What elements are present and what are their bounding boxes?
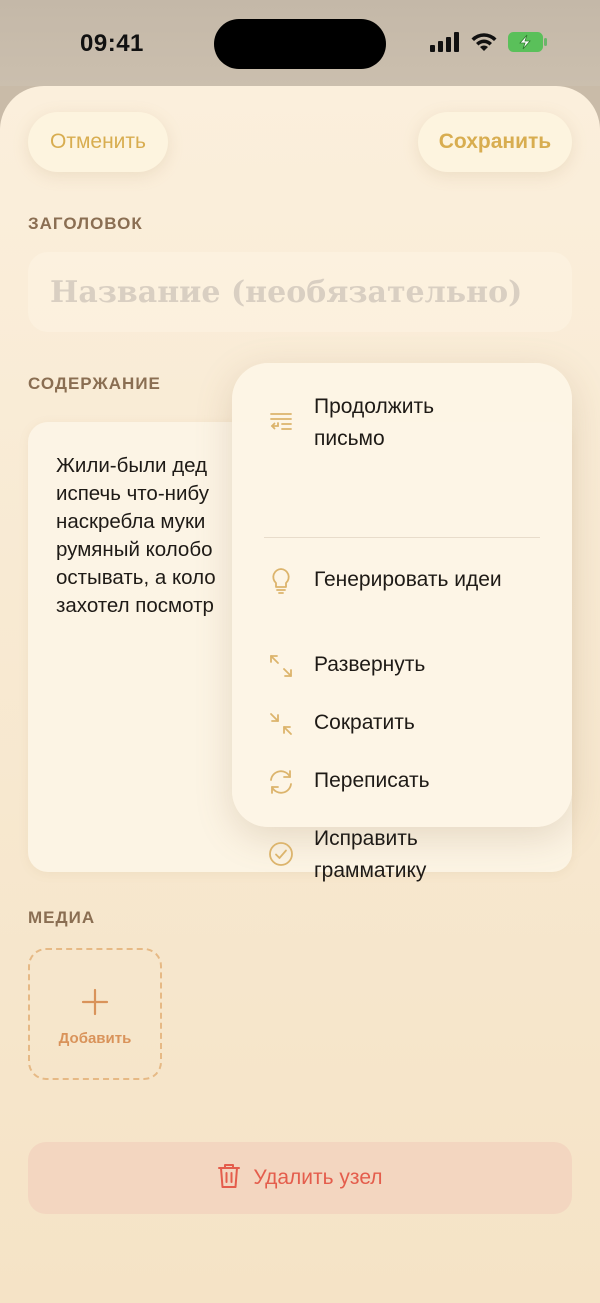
content-text: Жили-были дед испечь что-нибу наскребла муки румяный колобо остывать, а коло захотел посмотр bbox=[56, 454, 216, 617]
title-input[interactable] bbox=[28, 252, 572, 332]
rewrite-icon bbox=[266, 767, 296, 797]
delete-node-label: Удалить узел bbox=[253, 1166, 383, 1189]
menu-item-label: Исправить грамматику bbox=[314, 827, 427, 882]
menu-item-fix-grammar[interactable] bbox=[232, 823, 572, 887]
menu-item-continue-writing[interactable] bbox=[232, 391, 572, 455]
add-media-label: Добавить bbox=[58, 1030, 132, 1047]
trash-icon bbox=[217, 1162, 241, 1195]
menu-item-expand[interactable] bbox=[232, 649, 572, 683]
menu-divider bbox=[264, 537, 540, 538]
status-icons bbox=[430, 31, 548, 57]
status-bar bbox=[0, 0, 600, 86]
menu-item-label: Продолжить письмо bbox=[314, 395, 435, 450]
media-section-label: МЕДИА bbox=[28, 908, 96, 927]
menu-item-label: Сократить bbox=[314, 711, 415, 734]
add-media-button[interactable] bbox=[28, 948, 162, 1080]
edit-node-sheet bbox=[0, 86, 600, 1303]
menu-item-rewrite[interactable] bbox=[232, 765, 572, 799]
content-section-label: СОДЕРЖАНИЕ bbox=[28, 374, 161, 393]
check-circle-icon bbox=[266, 839, 296, 869]
save-button[interactable]: Сохранить bbox=[418, 112, 572, 172]
menu-item-label: Переписать bbox=[314, 769, 430, 792]
cellular-signal-icon bbox=[430, 32, 460, 57]
shrink-icon bbox=[266, 709, 296, 739]
lightbulb-icon bbox=[266, 566, 296, 596]
ai-actions-menu bbox=[232, 363, 572, 882]
menu-item-label: Генерировать идеи bbox=[314, 568, 502, 591]
dynamic-island bbox=[214, 19, 386, 69]
continue-writing-icon bbox=[266, 407, 296, 437]
menu-item-label: Развернуть bbox=[314, 653, 426, 676]
title-placeholder: Название (необязательно) bbox=[50, 274, 523, 310]
menu-item-shorten[interactable] bbox=[232, 707, 572, 741]
battery-charging-icon bbox=[508, 32, 548, 57]
status-time: 09:41 bbox=[80, 30, 144, 57]
wifi-icon bbox=[470, 31, 498, 57]
expand-icon bbox=[266, 651, 296, 681]
cancel-button[interactable]: Отменить bbox=[28, 112, 168, 172]
menu-item-generate-ideas[interactable] bbox=[232, 564, 572, 598]
delete-node-button[interactable] bbox=[28, 1142, 572, 1214]
title-section-label: ЗАГОЛОВОК bbox=[28, 214, 143, 233]
plus-icon bbox=[81, 988, 109, 1016]
